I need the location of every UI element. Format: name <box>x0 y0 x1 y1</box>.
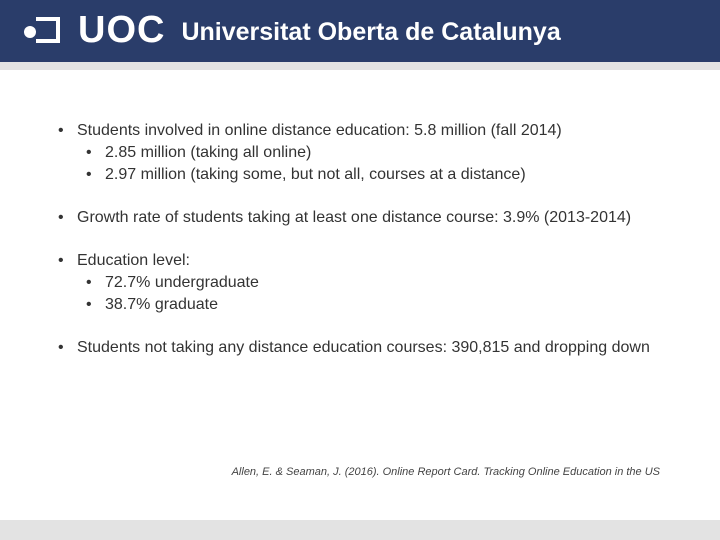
subbullet-some-online: • 2.97 million (taking some, but not all, courses at a distance) <box>58 164 678 186</box>
bullet-education-level: • Education level: <box>58 250 678 272</box>
footer-bar <box>0 520 720 540</box>
uoc-logo-icon <box>24 13 68 47</box>
logo-acronym: UOC <box>78 9 166 51</box>
header-divider <box>0 62 720 70</box>
bullet-growth-rate: • Growth rate of students taking at least one distance course: 3.9% (2013-2014) <box>58 207 678 229</box>
slide-content <box>58 120 678 359</box>
institution-name: Universitat Oberta de Catalunya <box>181 18 561 46</box>
bullet-students-involved: • Students involved in online distance education: 5.8 million (fall 2014) <box>58 120 678 142</box>
uoc-logo <box>24 9 561 51</box>
bullet-not-taking: • Students not taking any distance education courses: 390,815 and dropping down <box>58 337 678 359</box>
subbullet-undergraduate: • 72.7% undergraduate <box>58 272 678 294</box>
subbullet-graduate: • 38.7% graduate <box>58 294 678 316</box>
header-bar <box>0 0 720 62</box>
subbullet-all-online: • 2.85 million (taking all online) <box>58 142 678 164</box>
citation: Allen, E. & Seaman, J. (2016). Online Report Card. Tracking Online Education in the US <box>231 466 660 478</box>
